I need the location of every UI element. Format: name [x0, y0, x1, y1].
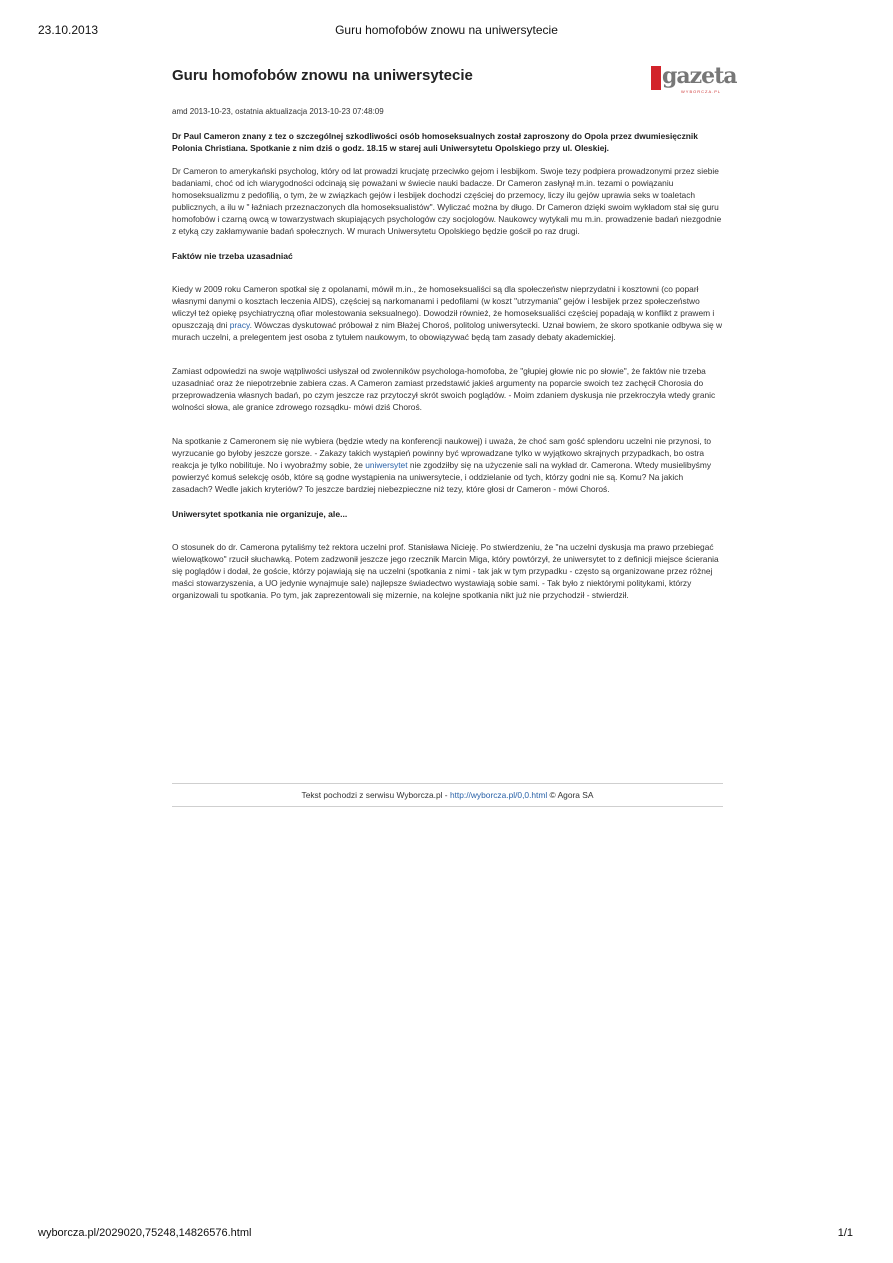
gazeta-logo[interactable]	[651, 63, 737, 94]
article-lead: Dr Paul Cameron znany z tez o szczególnej szkodliwości osób homoseksualnych został zaproszony do Opola przez dwumiesięcznik Polonia Christiana. Spotkanie z nim dziś o godz. 18.15 w starej auli Uniwersytetu Opolskiego przy ul. Oleskiej.	[172, 131, 698, 153]
source-copyright: © Agora SA	[547, 790, 594, 800]
article-header	[172, 62, 737, 106]
print-header-title: Guru homofobów znowu na uniwersytecie	[335, 23, 558, 37]
article-paragraph-3: Zamiast odpowiedzi na swoje wątpliwości usłyszał od zwolenników psychologa-homofoba, że "głupiej głowie nic po słowie", że faktów nie trzeba uzasadniać oraz że niepotrzebnie zabiera czas. A Cameron zamiast przedstawić jakieś argumenty na poparcie swoich tez zachęcił Chorosia do przeprowadzenia własnych badań, po czym jeszcze raz przytoczył skrót swoich poglądów. - Moim zdaniem dyskusja nie przekroczyła wtedy granic wolności słowa, ale granice zdrowego rozsądku- mówi dziś Choroś.	[172, 366, 716, 412]
article-paragraph-1: Dr Cameron to amerykański psycholog, który od lat prowadzi krucjatę przeciwko gejom i lesbijkom. Swoje tezy podpiera prowadzonymi przez siebie badaniami, choć od ich wiarygodności odcinają się poważani w świecie nauki badacze. Dr Cameron zasłynął m.in. tezami o powiązaniu homoseksualizmu z pedofilią, o tym, że w związkach gejów i lesbijek dochodzi częściej do przemocy, liczy ilu gejów uprawia seks w toaletach publicznych, a ilu w " łaźniach przeznaczonych dla homoseksualistów". Wyliczać można by długo. Dr Cameron dzięki swoim wykładom stał się guru homofobów i czarną owcą w towarzystwach skupiających psychologów czy socjologów. Naukowcy wytykali mu m.in. prowadzenie badań niezgodnie z etyką czy zakłamywanie badań społecznych. W murach Uniwersytetu Opolskiego będzie gościł po raz drugi.	[172, 166, 722, 236]
link-pracy[interactable]: pracy	[229, 320, 250, 330]
paragraph-text: Na spotkanie z Cameronem się nie wybiera (będzie wtedy na konferencji naukowej) i uważa, że choć sam gość splendoru uczelni nie przynosi, to wyrzucanie go byłoby jeszcze gorsze. - Zakazy takich wystąpień powinny być wprowadzane tylko w wyjątkowo skrajnych przypadkach, bo ostra reakcja je tylko nobilituje. No i wyobraźmy sobie, że	[172, 436, 712, 470]
subheading-1: Faktów nie trzeba uzasadniać	[172, 251, 293, 261]
source-link[interactable]: http://wyborcza.pl/0,0.html	[449, 790, 548, 800]
print-header-date: 23.10.2013	[38, 23, 99, 37]
source-footer	[172, 783, 723, 807]
logo-subtext: WYBORCZA.PL	[681, 89, 722, 94]
logo-text: gazeta	[662, 63, 737, 89]
logo-red-bar	[651, 66, 661, 90]
article-paragraph-5: O stosunek do dr. Camerona pytaliśmy też rektora uczelni prof. Stanisława Nicieję. Po stwierdzeniu, że "na uczelni dyskusja ma prawo przebiegać wielowątkowo" rzucił słuchawką. Potem zadzwonił jeszcze jego rzecznik Marcin Miga, który powtórzył, że uniwersytet to z definicji miejsce ścierania się poglądów i dodał, że goście, którzy pojawiają się na uczelni (spotkania z nimi - tak jak w tym przypadku - często są organizowane przez różnej maści stowarzyszenia, a UO jedynie wynajmuje sale) najlepsze świadectwo wystawiają sobie sami. - Tak było z niektórymi politykami, którzy organizowali tu spotkania. Po tym, jak zaprezentowali się mizernie, na kolejne spotkania nikt już nie przychodził - stwierdził.	[172, 542, 719, 600]
article-paragraph-4	[172, 435, 723, 495]
link-uniwersytet[interactable]: uniwersytet	[365, 460, 408, 470]
article-paragraph-2	[172, 283, 723, 343]
article	[172, 62, 737, 601]
paragraph-text: Kiedy w 2009 roku Cameron spotkał się z opolanami, mówił m.in., że homoseksualiści są dla społeczeństw nieprzydatni i kosztowni (co poparł własnymi danymi o kosztach leczenia AIDS), częściej są narkomanami i pedofilami (w koszt "utrzymania" gejów i lesbijek przez społeczeństwo wliczył też opiekę psychiatryczną ofiar molestowania seksualnego). Dowodził również, że homoseksualiści częściej popadają w konflikt z prawem i opuszczają dni	[172, 284, 715, 330]
print-footer-url: wyborcza.pl/2029020,75248,14826576.html	[38, 1227, 252, 1239]
subheading-2: Uniwersytet spotkania nie organizuje, ale...	[172, 509, 348, 519]
paragraph-text: nie zgodziłby się na użyczenie sali na wykład dr. Camerona. Wtedy musielibyśmy powierzyć komuś selekcję osób, które są godne wystąpienia na uniwersytecie, i oddzielanie od tych, którzy godni nie są. Komu? Na jakich zasadach? Wedle jakich kryteriów? To jeszcze bardziej niebezpieczne niż tezy, które głosi dr Cameron - mówi Choroś.	[172, 460, 712, 494]
paragraph-text: . Wówczas dyskutować próbował z nim Błażej Choroś, politolog uniwersytecki. Uznał bowiem, że skoro spotkanie odbywa się w murach uczelni, a prelegentem jest osoba z tytułem naukowym, to obowiązywać będą tam zasady debaty akademickiej.	[172, 320, 723, 342]
article-meta: amd 2013-10-23, ostatnia aktualizacja 2013-10-23 07:48:09	[172, 107, 384, 116]
source-text: Tekst pochodzi z serwisu Wyborcza.pl -	[301, 790, 450, 800]
print-footer-page-number: 1/1	[837, 1227, 853, 1239]
article-title: Guru homofobów znowu na uniwersytecie	[172, 67, 473, 84]
